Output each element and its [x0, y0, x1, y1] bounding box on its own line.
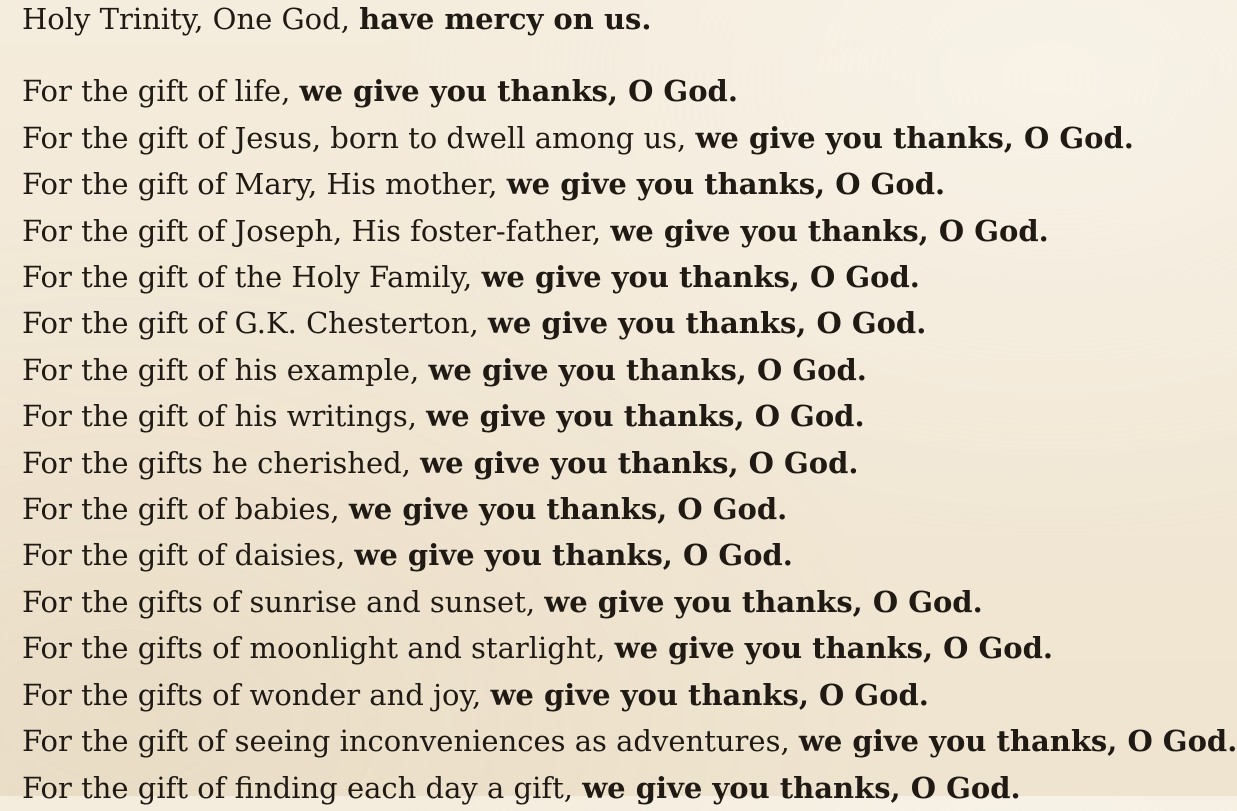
petition-response: we give you thanks, O God.: [426, 399, 865, 434]
litany-line: [22, 486, 1162, 532]
petition-response: we give you thanks, O God.: [487, 306, 927, 341]
petition-text: For the gift of Jesus, born to dwell among us,: [22, 120, 696, 155]
petition-text: For the gift of his writings,: [22, 399, 427, 434]
litany-line: [22, 115, 1162, 161]
litany-line: [22, 68, 1162, 114]
petition-text: For the gift of Mary, His mother,: [22, 167, 507, 202]
invocation-text: Holy Trinity, One God,: [22, 2, 360, 36]
litany-line: [22, 347, 1162, 393]
petition-text: For the gift of life,: [22, 74, 300, 109]
petition-text: For the gifts of moonlight and starlight,: [22, 631, 615, 666]
petition-response: we give you thanks, O God.: [695, 120, 1134, 155]
litany-line: [22, 208, 1162, 254]
petition-response: we give you thanks, O God.: [428, 352, 867, 387]
petition-text: For the gift of Joseph, His foster-father,: [22, 213, 611, 248]
petition-response: we give you thanks, O God.: [490, 677, 929, 712]
litany-line: [22, 672, 1162, 718]
invocation-response: have mercy on us.: [359, 2, 652, 36]
litany-line: [22, 300, 1162, 346]
petition-response: we give you thanks, O God.: [348, 492, 788, 527]
petition-response: we give you thanks, O God.: [544, 584, 983, 619]
petition-response: we give you thanks, O God.: [610, 213, 1049, 248]
petition-response: we give you thanks, O God.: [481, 260, 920, 295]
petition-response: we give you thanks, O God.: [582, 770, 1021, 805]
petition-response: we give you thanks, O God.: [798, 724, 1237, 759]
petition-text: For the gift of his example,: [22, 352, 429, 387]
litany-document: [22, 0, 1237, 811]
petition-text: For the gift of seeing inconveniences as adventures,: [22, 724, 799, 759]
litany-line: [22, 254, 1162, 300]
litany-line: [22, 579, 1162, 625]
litany-line: [22, 161, 1162, 207]
petition-text: For the gift of the Holy Family,: [22, 260, 482, 295]
petition-text: For the gifts of sunrise and sunset,: [22, 584, 545, 619]
petition-text: For the gifts of wonder and joy,: [22, 677, 491, 712]
petition-response: we give you thanks, O God.: [420, 445, 859, 480]
petition-text: For the gifts he cherished,: [22, 445, 421, 480]
litany-line: [22, 532, 1162, 578]
opening-invocation: [22, 0, 1162, 42]
petition-response: we give you thanks, O God.: [614, 631, 1053, 666]
litany-line: [22, 718, 1237, 764]
litany-line: [22, 765, 1162, 811]
litany-line: [22, 393, 1162, 439]
petition-text: For the gift of daisies,: [22, 538, 355, 573]
petition-text: For the gift of babies,: [22, 492, 349, 527]
petition-response: we give you thanks, O God.: [299, 74, 738, 109]
petition-text: For the gift of G.K. Chesterton,: [22, 306, 488, 341]
petition-response: we give you thanks, O God.: [354, 538, 793, 573]
litany-line: [22, 625, 1162, 671]
litany-line: [22, 440, 1162, 486]
petition-text: For the gift of finding each day a gift,: [22, 770, 583, 805]
petition-response: we give you thanks, O God.: [506, 167, 946, 202]
